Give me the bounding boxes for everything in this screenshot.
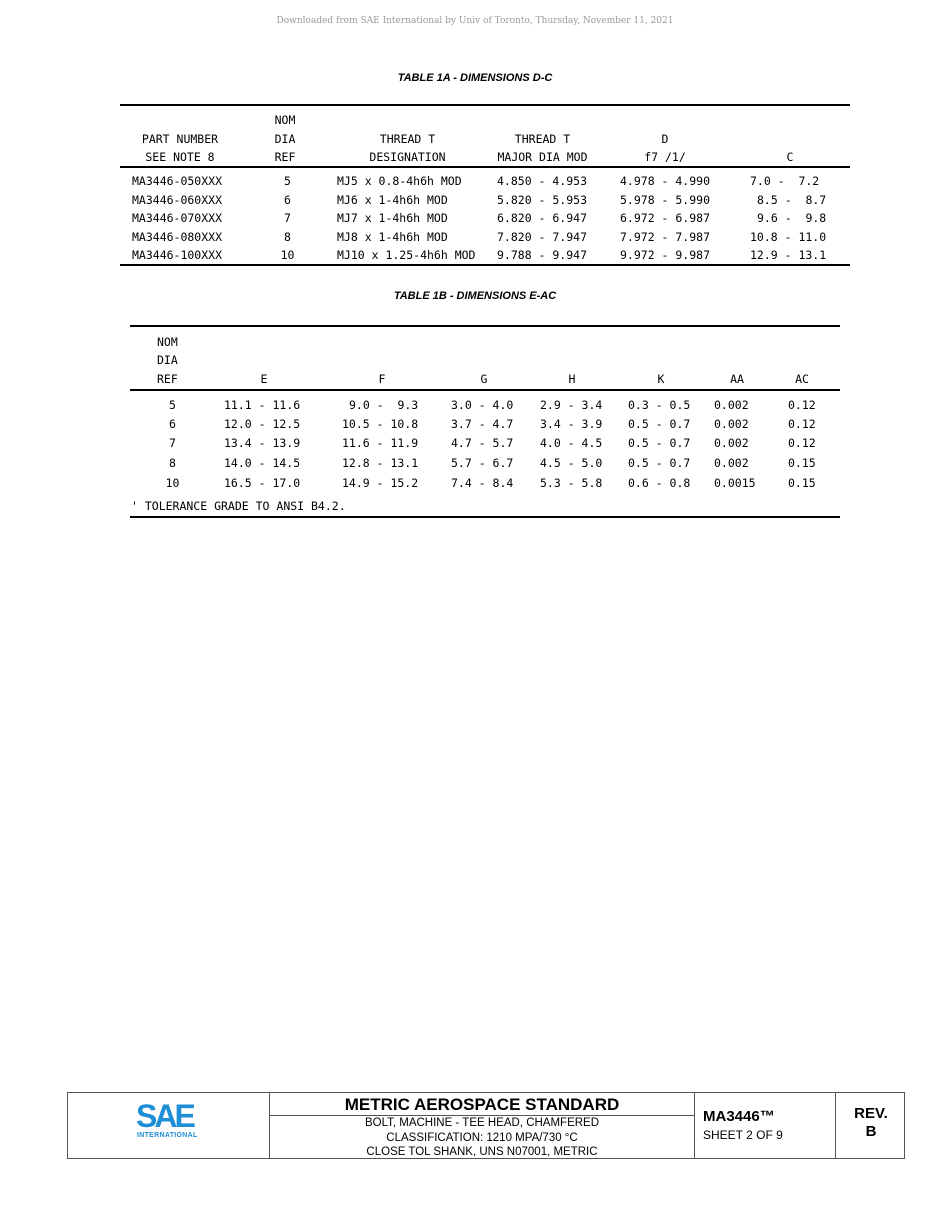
t1b-r5-g: 7.4 - 8.4: [451, 476, 514, 490]
t1b-r2-h: 3.4 - 3.9: [540, 417, 603, 431]
document-number-cell: [694, 1093, 835, 1158]
t1a-r1-part: MA3446-050XXX: [132, 174, 223, 188]
header-d: D: [661, 132, 669, 146]
table-1b-caption: TABLE 1B - DIMENSIONS E-AC: [393, 290, 557, 302]
t1a-r5-d: 9.972 - 9.987: [620, 248, 711, 262]
t1b-r2-aa: 0.002: [714, 417, 749, 431]
document-number: MA3446™: [703, 1108, 775, 1125]
t1a-r2-thread: MJ6 x 1-4h6h MOD: [337, 193, 448, 207]
t1a-r1-nom: 5: [284, 174, 291, 188]
t1b-r3-g: 4.7 - 5.7: [451, 436, 514, 450]
t1a-r3-c: 9.6 - 9.8: [757, 211, 827, 225]
t1a-r2-d: 5.978 - 5.990: [620, 193, 711, 207]
t1a-r3-nom: 7: [284, 211, 291, 225]
table-1a-top-rule: [120, 104, 850, 106]
description-line-1: BOLT, MACHINE - TEE HEAD, CHAMFERED: [364, 1117, 600, 1129]
header-see-note: SEE NOTE 8: [145, 150, 215, 164]
t1b-header-k: K: [657, 372, 665, 386]
revision-cell: [835, 1093, 906, 1158]
t1b-header-aa: AA: [730, 372, 744, 386]
t1a-r3-thread: MJ7 x 1-4h6h MOD: [337, 211, 448, 225]
table-1b-top-rule: [130, 325, 840, 327]
header-part-number: PART NUMBER: [141, 132, 219, 146]
header-thread-t: THREAD T: [379, 132, 436, 146]
t1a-r2-nom: 6: [284, 193, 291, 207]
header-thread-t-major: THREAD T: [514, 132, 571, 146]
t1b-footnote: ' TOLERANCE GRADE TO ANSI B4.2.: [131, 499, 346, 513]
t1b-r5-k: 0.6 - 0.8: [628, 476, 691, 490]
t1b-r3-aa: 0.002: [714, 436, 749, 450]
header-c: C: [786, 150, 794, 164]
t1b-header-ref: REF: [157, 372, 178, 386]
sae-logo-subtitle: INTERNATIONAL: [137, 1132, 198, 1139]
header-ref: REF: [274, 150, 296, 164]
t1b-r2-k: 0.5 - 0.7: [628, 417, 691, 431]
t1b-r1-aa: 0.002: [714, 398, 749, 412]
t1b-r1-h: 2.9 - 3.4: [540, 398, 603, 412]
t1b-r5-nom: 10: [165, 476, 180, 490]
t1b-r3-k: 0.5 - 0.7: [628, 436, 691, 450]
t1a-r3-major: 6.820 - 6.947: [497, 211, 588, 225]
t1b-r2-nom: 6: [169, 417, 176, 431]
t1b-r3-e: 13.4 - 13.9: [224, 436, 301, 450]
t1a-r4-d: 7.972 - 7.987: [620, 230, 711, 244]
t1b-r2-g: 3.7 - 4.7: [451, 417, 514, 431]
t1a-r4-nom: 8: [284, 230, 291, 244]
t1a-r5-thread: MJ10 x 1.25-4h6h MOD: [337, 248, 476, 262]
t1a-r5-part: MA3446-100XXX: [132, 248, 223, 262]
t1a-r2-major: 5.820 - 5.953: [497, 193, 588, 207]
t1b-header-f: F: [378, 372, 386, 386]
t1a-r5-major: 9.788 - 9.947: [497, 248, 588, 262]
header-f7: f7 /1/: [644, 150, 686, 164]
standard-cell: [269, 1093, 694, 1158]
t1b-r4-k: 0.5 - 0.7: [628, 456, 691, 470]
sheet-number: SHEET 2 OF 9: [703, 1128, 783, 1142]
header-dia: DIA: [274, 132, 296, 146]
header-nom: NOM: [274, 113, 296, 127]
t1b-r2-f: 10.5 - 10.8: [342, 417, 419, 431]
t1b-r1-g: 3.0 - 4.0: [451, 398, 514, 412]
t1b-header-dia: DIA: [157, 353, 178, 367]
t1a-r5-c: 12.9 - 13.1: [750, 248, 827, 262]
table-1b-bottom-rule: [130, 516, 840, 518]
revision-label: REV.: [854, 1105, 888, 1122]
title-block: [67, 1092, 905, 1159]
sae-logo-icon: SAE: [136, 1098, 193, 1134]
t1b-r4-e: 14.0 - 14.5: [224, 456, 301, 470]
t1a-r4-thread: MJ8 x 1-4h6h MOD: [337, 230, 448, 244]
t1b-r4-h: 4.5 - 5.0: [540, 456, 603, 470]
t1b-r3-ac: 0.12: [788, 436, 816, 450]
t1a-r3-d: 6.972 - 6.987: [620, 211, 711, 225]
header-major-dia-mod: MAJOR DIA MOD: [497, 150, 588, 164]
t1b-r4-g: 5.7 - 6.7: [451, 456, 514, 470]
t1b-r1-ac: 0.12: [788, 398, 816, 412]
standard-description: [270, 1116, 694, 1160]
table-1a-caption: TABLE 1A - DIMENSIONS D-C: [397, 72, 553, 84]
t1b-r5-h: 5.3 - 5.8: [540, 476, 603, 490]
t1b-r5-f: 14.9 - 15.2: [342, 476, 419, 490]
t1b-r4-aa: 0.002: [714, 456, 749, 470]
t1a-r4-major: 7.820 - 7.947: [497, 230, 588, 244]
t1b-r1-nom: 5: [169, 398, 176, 412]
download-watermark: Downloaded from SAE International by Univ of Toronto, Thursday, November 11, 2021: [276, 16, 674, 26]
t1a-r1-d: 4.978 - 4.990: [620, 174, 711, 188]
t1a-r4-part: MA3446-080XXX: [132, 230, 223, 244]
t1b-header-e: E: [260, 372, 268, 386]
logo-cell: [68, 1093, 269, 1158]
t1b-r3-f: 11.6 - 11.9: [342, 436, 419, 450]
t1b-r5-aa: 0.0015: [714, 476, 756, 490]
t1b-r5-e: 16.5 - 17.0: [224, 476, 301, 490]
t1b-r4-f: 12.8 - 13.1: [342, 456, 419, 470]
t1a-r1-c: 7.0 - 7.2: [750, 174, 820, 188]
table-1a-bottom-rule: [120, 264, 850, 266]
t1a-r2-part: MA3446-060XXX: [132, 193, 223, 207]
header-designation: DESIGNATION: [369, 150, 446, 164]
t1a-r3-part: MA3446-070XXX: [132, 211, 223, 225]
t1b-r3-h: 4.0 - 4.5: [540, 436, 603, 450]
t1b-r4-ac: 0.15: [788, 456, 816, 470]
t1a-r4-c: 10.8 - 11.0: [750, 230, 827, 244]
table-1b-header-rule: [130, 389, 840, 391]
t1b-header-nom: NOM: [157, 335, 178, 349]
t1b-r1-k: 0.3 - 0.5: [628, 398, 691, 412]
t1a-r1-thread: MJ5 x 0.8-4h6h MOD: [337, 174, 462, 188]
table-1a-header-rule: [120, 166, 850, 168]
t1a-r2-c: 8.5 - 8.7: [757, 193, 827, 207]
t1a-r1-major: 4.850 - 4.953: [497, 174, 588, 188]
revision-value: B: [865, 1123, 877, 1140]
t1b-r3-nom: 7: [169, 436, 176, 450]
t1b-r1-e: 11.1 - 11.6: [224, 398, 301, 412]
standard-title: METRIC AEROSPACE STANDARD: [270, 1093, 694, 1116]
t1b-header-ac: AC: [795, 372, 809, 386]
description-line-3: CLOSE TOL SHANK, UNS N07001, METRIC: [366, 1146, 598, 1158]
t1b-r2-e: 12.0 - 12.5: [224, 417, 301, 431]
t1b-header-g: G: [480, 372, 488, 386]
t1b-r1-f: 9.0 - 9.3: [349, 398, 419, 412]
t1b-header-h: H: [568, 372, 576, 386]
t1b-r4-nom: 8: [169, 456, 176, 470]
t1b-r2-ac: 0.12: [788, 417, 816, 431]
t1b-r5-ac: 0.15: [788, 476, 816, 490]
description-line-2: CLASSIFICATION: 1210 MPA/730 °C: [386, 1131, 578, 1144]
t1a-r5-nom: 10: [280, 248, 295, 262]
